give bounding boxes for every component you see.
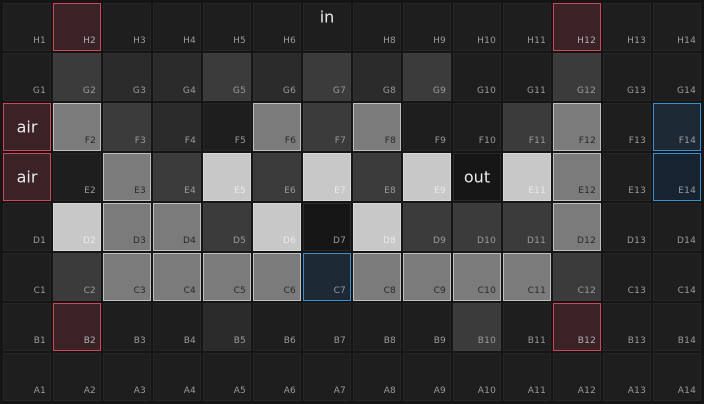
cell-label: E8: [384, 186, 396, 196]
cell-label: F3: [134, 136, 146, 146]
cell-label: A6: [283, 386, 296, 396]
cell-label: H1: [33, 36, 46, 46]
cell-label: A2: [83, 386, 96, 396]
cell-f14[interactable]: [653, 103, 701, 151]
cell-e1[interactable]: [3, 153, 51, 201]
cell-d13[interactable]: [603, 203, 651, 251]
cell-b9[interactable]: [403, 303, 451, 351]
cell-label: A14: [677, 386, 696, 396]
cell-label: G7: [332, 86, 346, 96]
cell-label: C14: [677, 286, 696, 296]
cell-label: C12: [577, 286, 596, 296]
cell-c11[interactable]: [503, 253, 551, 301]
cell-c4[interactable]: [153, 253, 201, 301]
cell-label: H2: [83, 36, 96, 46]
cell-h12[interactable]: [553, 3, 601, 51]
cell-label: B3: [133, 336, 146, 346]
cell-label: B4: [183, 336, 196, 346]
cell-label: G3: [132, 86, 146, 96]
cell-label: E2: [84, 186, 96, 196]
cell-label: F12: [578, 136, 596, 146]
cell-label: G6: [282, 86, 296, 96]
cell-b13[interactable]: [603, 303, 651, 351]
cell-e7[interactable]: [303, 153, 351, 201]
cell-label: C8: [383, 286, 396, 296]
cell-c5[interactable]: [203, 253, 251, 301]
cell-label: D2: [82, 236, 96, 246]
cell-h1[interactable]: [3, 3, 51, 51]
cell-a10[interactable]: [453, 353, 501, 401]
cell-label: D6: [282, 236, 296, 246]
cell-label: C2: [83, 286, 96, 296]
cell-a8[interactable]: [353, 353, 401, 401]
cell-label: H5: [233, 36, 246, 46]
cell-label: D7: [332, 236, 346, 246]
cell-label: H8: [383, 36, 396, 46]
cell-h2[interactable]: [53, 3, 101, 51]
cell-d1[interactable]: [3, 203, 51, 251]
cell-label: B5: [233, 336, 246, 346]
cell-d7[interactable]: [303, 203, 351, 251]
cell-f2[interactable]: [53, 103, 101, 151]
cell-c10[interactable]: [453, 253, 501, 301]
cell-label: C11: [527, 286, 546, 296]
cell-label: F5: [234, 136, 246, 146]
cell-e14[interactable]: [653, 153, 701, 201]
cell-label: B8: [383, 336, 396, 346]
cell-b5[interactable]: [203, 303, 251, 351]
cell-tag: out: [463, 167, 491, 187]
cell-c9[interactable]: [403, 253, 451, 301]
cell-c3[interactable]: [103, 253, 151, 301]
cell-g4[interactable]: [153, 53, 201, 101]
cell-tag: in: [319, 7, 335, 27]
cell-label: E3: [134, 186, 146, 196]
cell-label: E14: [678, 186, 696, 196]
cell-h9[interactable]: [403, 3, 451, 51]
cell-a4[interactable]: [153, 353, 201, 401]
cell-label: A12: [577, 386, 596, 396]
cell-a2[interactable]: [53, 353, 101, 401]
cell-label: B1: [33, 336, 46, 346]
cell-e9[interactable]: [403, 153, 451, 201]
cell-h3[interactable]: [103, 3, 151, 51]
cell-label: C9: [433, 286, 446, 296]
cell-b12[interactable]: [553, 303, 601, 351]
cell-c8[interactable]: [353, 253, 401, 301]
cell-e3[interactable]: [103, 153, 151, 201]
cell-label: C3: [133, 286, 146, 296]
cell-label: B9: [433, 336, 446, 346]
cell-label: A7: [333, 386, 346, 396]
cell-label: D12: [577, 236, 596, 246]
cell-g13[interactable]: [603, 53, 651, 101]
cell-label: E7: [334, 186, 346, 196]
cell-f8[interactable]: [353, 103, 401, 151]
cell-c6[interactable]: [253, 253, 301, 301]
cell-b7[interactable]: [303, 303, 351, 351]
cell-label: B7: [333, 336, 346, 346]
cell-label: A4: [183, 386, 196, 396]
cell-h8[interactable]: [353, 3, 401, 51]
cell-d6[interactable]: [253, 203, 301, 251]
cell-label: E6: [284, 186, 296, 196]
cell-h4[interactable]: [153, 3, 201, 51]
cell-label: C13: [627, 286, 646, 296]
cell-label: G2: [82, 86, 96, 96]
cell-f3[interactable]: [103, 103, 151, 151]
cell-tag: air: [16, 117, 38, 137]
cell-a14[interactable]: [653, 353, 701, 401]
cell-d11[interactable]: [503, 203, 551, 251]
cell-label: H11: [527, 36, 546, 46]
cell-h14[interactable]: [653, 3, 701, 51]
cell-label: G8: [382, 86, 396, 96]
cell-g8[interactable]: [353, 53, 401, 101]
cell-e4[interactable]: [153, 153, 201, 201]
cell-e11[interactable]: [503, 153, 551, 201]
cell-label: H3: [133, 36, 146, 46]
cell-c14[interactable]: [653, 253, 701, 301]
cell-label: A9: [433, 386, 446, 396]
cell-label: D13: [627, 236, 646, 246]
cell-d8[interactable]: [353, 203, 401, 251]
cell-label: F4: [184, 136, 196, 146]
cell-label: B2: [83, 336, 96, 346]
cell-a9[interactable]: [403, 353, 451, 401]
cell-a12[interactable]: [553, 353, 601, 401]
cell-label: E9: [434, 186, 446, 196]
cell-f7[interactable]: [303, 103, 351, 151]
cell-a7[interactable]: [303, 353, 351, 401]
cell-label: C6: [283, 286, 296, 296]
cell-label: C1: [33, 286, 46, 296]
cell-g14[interactable]: [653, 53, 701, 101]
cell-h13[interactable]: [603, 3, 651, 51]
cell-label: B6: [283, 336, 296, 346]
cell-c2[interactable]: [53, 253, 101, 301]
cell-f13[interactable]: [603, 103, 651, 151]
cell-label: H14: [677, 36, 696, 46]
cell-label: D11: [527, 236, 546, 246]
cell-label: H9: [433, 36, 446, 46]
cell-c13[interactable]: [603, 253, 651, 301]
cell-d9[interactable]: [403, 203, 451, 251]
cell-d3[interactable]: [103, 203, 151, 251]
cell-b2[interactable]: [53, 303, 101, 351]
cell-label: D9: [432, 236, 446, 246]
cell-label: D1: [32, 236, 46, 246]
cell-label: F11: [528, 136, 546, 146]
cell-f12[interactable]: [553, 103, 601, 151]
cell-g3[interactable]: [103, 53, 151, 101]
cell-label: G4: [182, 86, 196, 96]
cell-label: G14: [676, 86, 696, 96]
cell-g10[interactable]: [453, 53, 501, 101]
cell-tag: air: [16, 167, 38, 187]
cell-g6[interactable]: [253, 53, 301, 101]
cell-label: B13: [627, 336, 646, 346]
cell-e6[interactable]: [253, 153, 301, 201]
cell-label: B10: [477, 336, 496, 346]
cell-a13[interactable]: [603, 353, 651, 401]
cell-g1[interactable]: [3, 53, 51, 101]
cell-label: B11: [527, 336, 546, 346]
cell-h7[interactable]: [303, 3, 351, 51]
cell-g5[interactable]: [203, 53, 251, 101]
cell-f9[interactable]: [403, 103, 451, 151]
cell-f6[interactable]: [253, 103, 301, 151]
cell-label: G9: [432, 86, 446, 96]
cell-c7[interactable]: [303, 253, 351, 301]
cell-label: D8: [382, 236, 396, 246]
cell-h11[interactable]: [503, 3, 551, 51]
cell-b14[interactable]: [653, 303, 701, 351]
cell-b6[interactable]: [253, 303, 301, 351]
cell-b11[interactable]: [503, 303, 551, 351]
cell-label: F10: [478, 136, 496, 146]
cell-label: F7: [334, 136, 346, 146]
cell-label: F2: [84, 136, 96, 146]
cell-f11[interactable]: [503, 103, 551, 151]
cell-a11[interactable]: [503, 353, 551, 401]
cell-label: G10: [476, 86, 496, 96]
cell-label: G1: [32, 86, 46, 96]
cell-h6[interactable]: [253, 3, 301, 51]
cell-label: E4: [184, 186, 196, 196]
cell-label: C10: [477, 286, 496, 296]
cell-label: F9: [434, 136, 446, 146]
cell-e13[interactable]: [603, 153, 651, 201]
cell-f10[interactable]: [453, 103, 501, 151]
cell-label: G5: [232, 86, 246, 96]
cell-e2[interactable]: [53, 153, 101, 201]
cell-a1[interactable]: [3, 353, 51, 401]
cell-a5[interactable]: [203, 353, 251, 401]
cell-d14[interactable]: [653, 203, 701, 251]
cell-label: F13: [628, 136, 646, 146]
cell-label: F6: [284, 136, 296, 146]
cell-e5[interactable]: [203, 153, 251, 201]
cell-d12[interactable]: [553, 203, 601, 251]
cell-b3[interactable]: [103, 303, 151, 351]
cell-label: B12: [577, 336, 596, 346]
cell-label: E13: [628, 186, 646, 196]
cell-label: D14: [677, 236, 696, 246]
cell-g2[interactable]: [53, 53, 101, 101]
cell-label: G13: [626, 86, 646, 96]
cell-label: D5: [232, 236, 246, 246]
cell-h10[interactable]: [453, 3, 501, 51]
cell-g11[interactable]: [503, 53, 551, 101]
cell-label: G12: [576, 86, 596, 96]
cell-f4[interactable]: [153, 103, 201, 151]
cell-label: H10: [477, 36, 496, 46]
cell-e10[interactable]: [453, 153, 501, 201]
cell-label: D3: [132, 236, 146, 246]
cell-d5[interactable]: [203, 203, 251, 251]
cell-a3[interactable]: [103, 353, 151, 401]
cell-label: C4: [183, 286, 196, 296]
cell-a6[interactable]: [253, 353, 301, 401]
cell-b10[interactable]: [453, 303, 501, 351]
cell-g7[interactable]: [303, 53, 351, 101]
cell-f1[interactable]: [3, 103, 51, 151]
cell-b8[interactable]: [353, 303, 401, 351]
cell-g9[interactable]: [403, 53, 451, 101]
cell-label: E5: [234, 186, 246, 196]
cell-label: H4: [183, 36, 196, 46]
cell-h5[interactable]: [203, 3, 251, 51]
cell-label: C5: [233, 286, 246, 296]
cell-d2[interactable]: [53, 203, 101, 251]
cell-c12[interactable]: [553, 253, 601, 301]
cell-label: A5: [233, 386, 246, 396]
cell-e12[interactable]: [553, 153, 601, 201]
cell-e8[interactable]: [353, 153, 401, 201]
cell-label: F14: [678, 136, 696, 146]
cell-label: A8: [383, 386, 396, 396]
cell-label: H13: [627, 36, 646, 46]
cell-g12[interactable]: [553, 53, 601, 101]
cell-label: E11: [528, 186, 546, 196]
cell-c1[interactable]: [3, 253, 51, 301]
cell-label: F8: [384, 136, 396, 146]
cell-d10[interactable]: [453, 203, 501, 251]
cell-label: B14: [677, 336, 696, 346]
cell-label: A11: [527, 386, 546, 396]
cell-d4[interactable]: [153, 203, 201, 251]
cell-label: A10: [477, 386, 496, 396]
cell-label: A13: [627, 386, 646, 396]
cell-label: D10: [477, 236, 496, 246]
cell-label: C7: [333, 286, 346, 296]
cell-b1[interactable]: [3, 303, 51, 351]
cell-label: A3: [133, 386, 146, 396]
cell-label: H6: [283, 36, 296, 46]
cell-b4[interactable]: [153, 303, 201, 351]
cell-label: G11: [526, 86, 546, 96]
cell-label: D4: [182, 236, 196, 246]
cell-f5[interactable]: [203, 103, 251, 151]
cell-label: E12: [578, 186, 596, 196]
cell-label: H12: [577, 36, 596, 46]
cell-label: A1: [33, 386, 46, 396]
